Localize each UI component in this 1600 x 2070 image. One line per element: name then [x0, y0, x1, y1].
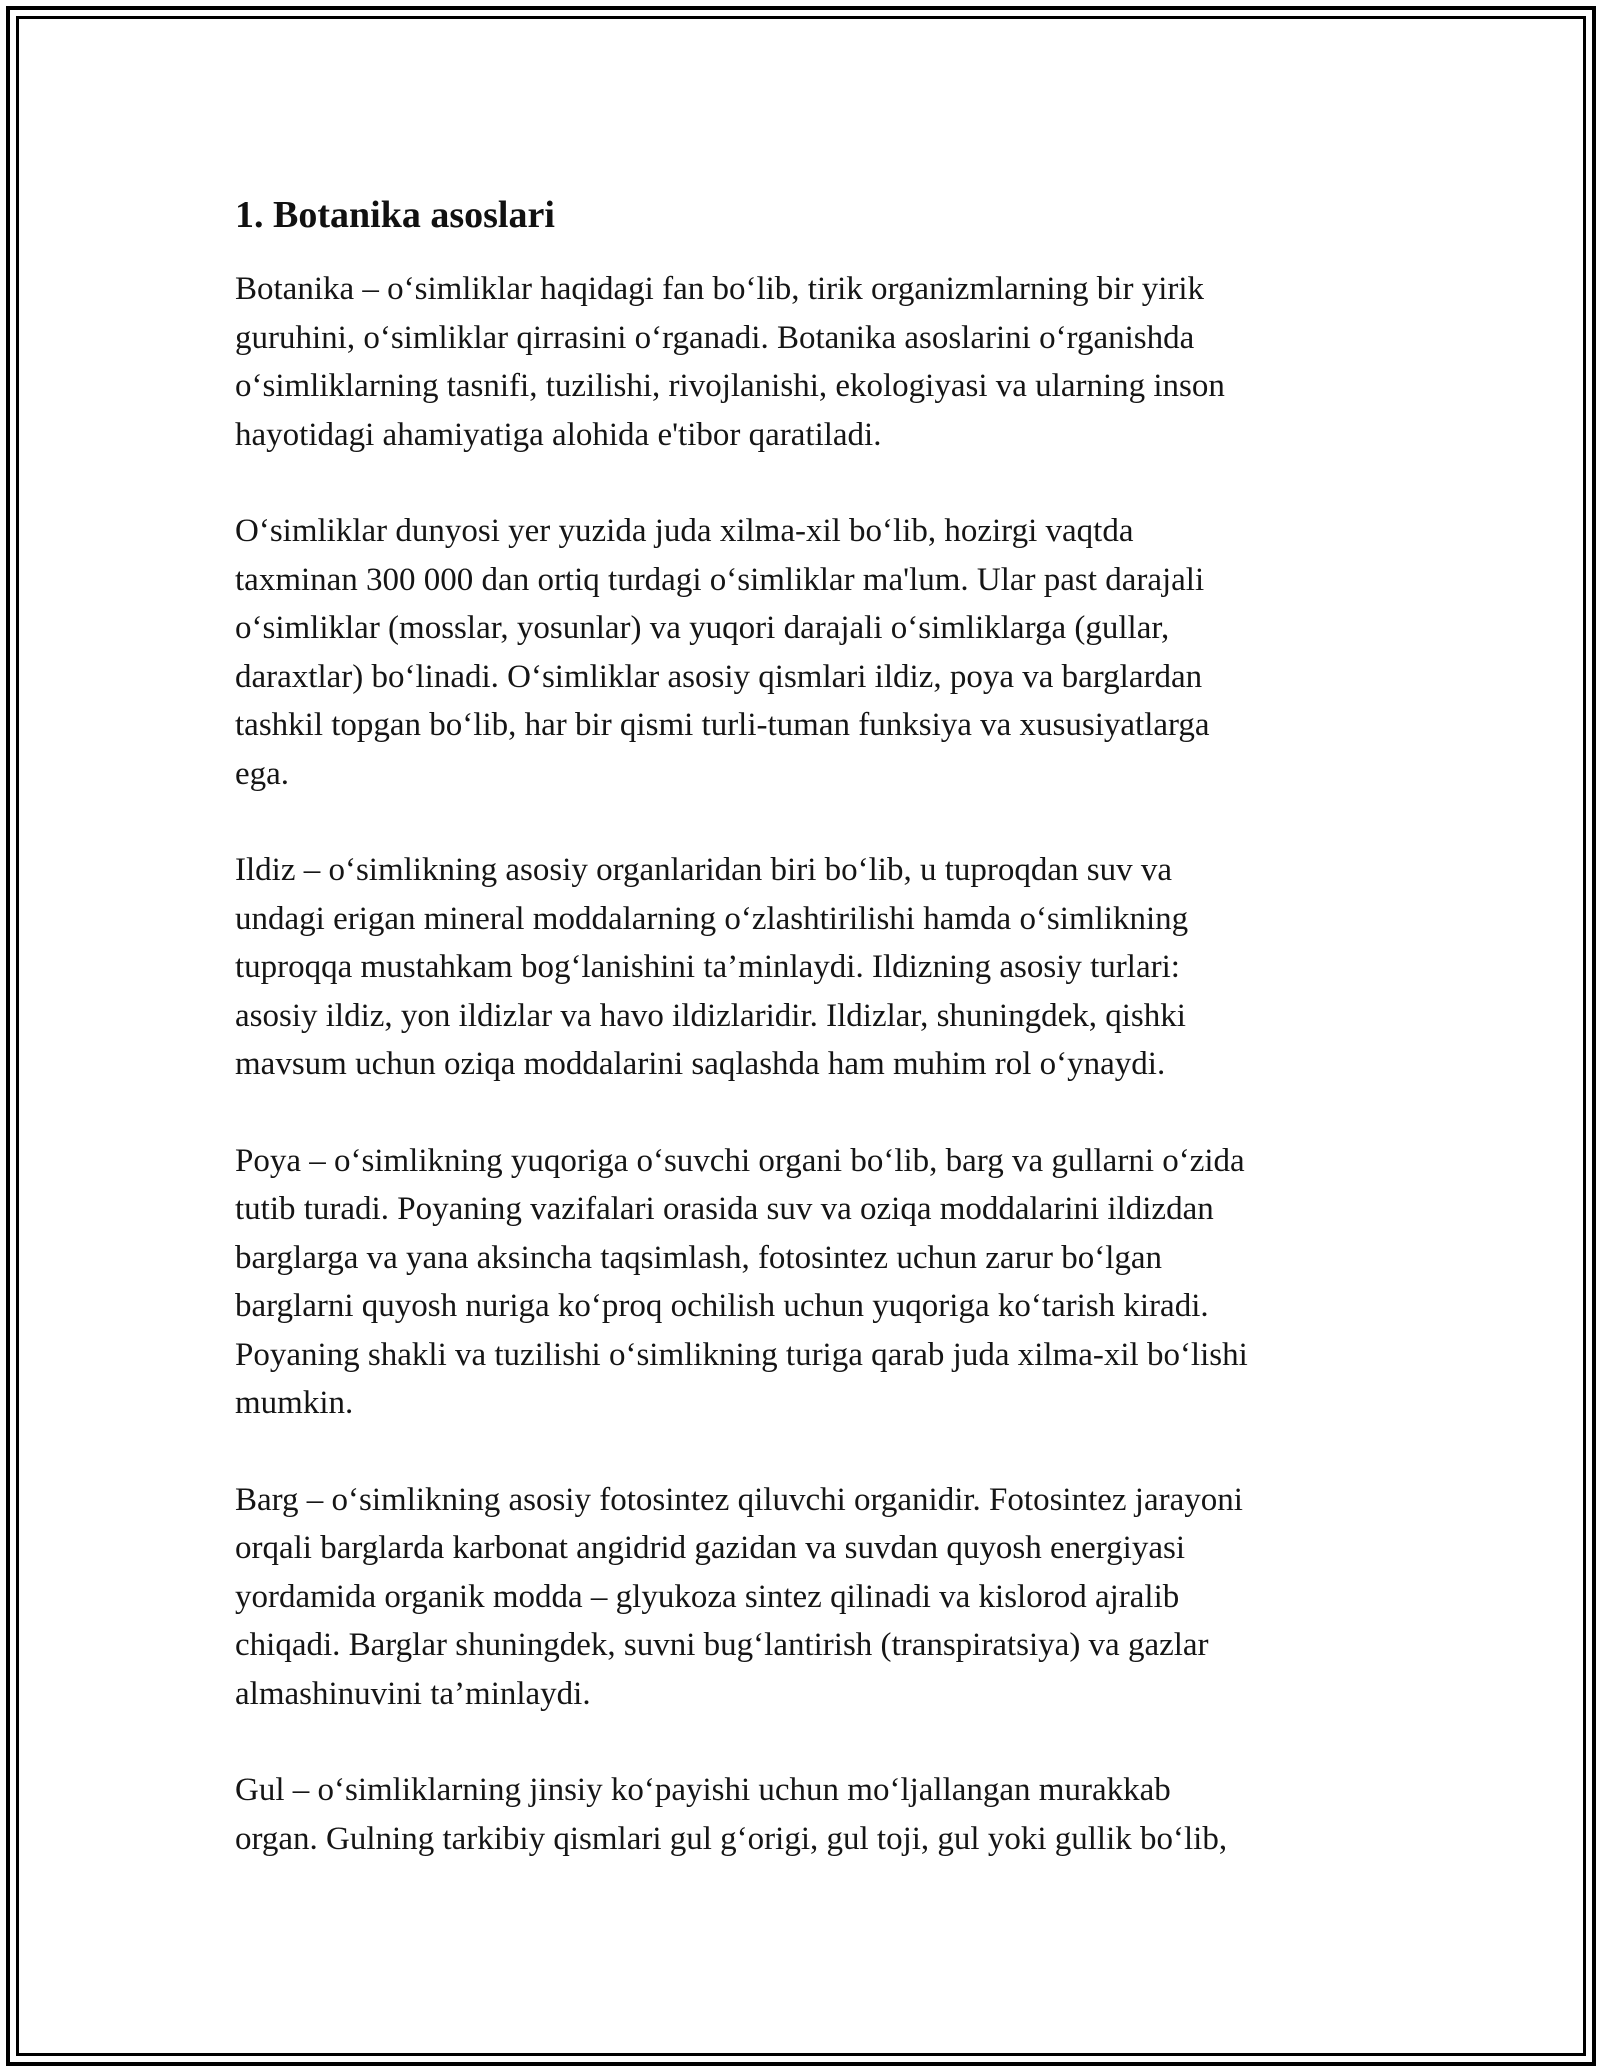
paragraph-line: orqali barglarda karbonat angidrid gazidan va suvdan quyosh energiyasi — [235, 1530, 1185, 1566]
paragraph — [235, 1766, 1365, 1863]
paragraph — [235, 1137, 1365, 1428]
paragraph — [235, 265, 1365, 459]
paragraph-line: tuproqqa mustahkam bog‘lanishini ta’minlaydi. Ildizning asosiy turlari: — [235, 949, 1180, 985]
paragraph-line: chiqadi. Barglar shuningdek, suvni bug‘lantirish (transpiratsiya) va gazlar — [235, 1627, 1209, 1663]
paragraph-line: o‘simliklarning tasnifi, tuzilishi, rivojlanishi, ekologiyasi va ularning inson — [235, 368, 1225, 404]
paragraph-line: taxminan 300 000 dan ortiq turdagi o‘simliklar ma'lum. Ular past darajali — [235, 561, 1205, 598]
paragraph-line: mavsum uchun oziqa moddalarini saqlashda ham muhim rol o‘ynaydi. — [235, 1046, 1166, 1082]
paragraph-line: organ. Gulning tarkibiy qismlari gul g‘origi, gul toji, gul yoki gullik bo‘lib, — [235, 1820, 1228, 1857]
paragraph-line: almashinuvini ta’minlaydi. — [235, 1675, 591, 1712]
section-heading: 1. Botanika asoslari — [235, 194, 555, 236]
paragraph-line: Ildiz – o‘simlikning asosiy organlaridan biri bo‘lib, u tuproqdan suv va — [235, 852, 1173, 888]
paragraph — [235, 846, 1365, 1089]
paragraph-line: asosiy ildiz, yon ildizlar va havo ildizlaridir. Ildizlar, shuningdek, qishki — [235, 997, 1186, 1034]
paragraph-line: barglarni quyosh nuriga ko‘proq ochilish uchun yuqoriga ko‘tarish kiradi. — [235, 1288, 1209, 1324]
paragraph-line: mumkin. — [235, 1385, 354, 1421]
paragraph-line: daraxtlar) bo‘linadi. O‘simliklar asosiy qismlari ildiz, poya va barglardan — [235, 658, 1203, 695]
paragraph-line: Poya – o‘simlikning yuqoriga o‘suvchi organi bo‘lib, barg va gullarni o‘zida — [235, 1142, 1245, 1179]
paragraph — [235, 507, 1365, 798]
paragraph-list — [235, 265, 1365, 1863]
paragraph-line: Barg – o‘simlikning asosiy fotosintez qiluvchi organidir. Fotosintez jarayoni — [235, 1481, 1243, 1518]
paragraph-line: Poyaning shakli va tuzilishi o‘simlikning turiga qarab juda xilma-xil bo‘lishi — [235, 1336, 1248, 1373]
paragraph-line: undagi erigan mineral moddalarning o‘zlashtirilishi hamda o‘simlikning — [235, 900, 1189, 937]
paragraph-line: Gul – o‘simliklarning jinsiy ko‘payishi uchun mo‘ljallangan murakkab — [235, 1772, 1171, 1808]
paragraph-line: tashkil topgan bo‘lib, har bir qismi turli-tuman funksiya va xususiyatlarga — [235, 707, 1210, 743]
paragraph — [235, 1476, 1365, 1719]
paragraph-line: ega. — [235, 755, 290, 792]
document-body — [235, 190, 1365, 1911]
paragraph-line: guruhini, o‘simliklar qirrasini o‘rganadi. Botanika asoslarini o‘rganishda — [235, 319, 1195, 356]
paragraph-line: O‘simliklar dunyosi yer yuzida juda xilma-xil bo‘lib, hozirgi vaqtda — [235, 513, 1134, 549]
paragraph-line: o‘simliklar (mosslar, yosunlar) va yuqori darajali o‘simliklarga (gullar, — [235, 610, 1170, 646]
paragraph-line: barglarga va yana aksincha taqsimlash, fotosintez uchun zarur bo‘lgan — [235, 1239, 1163, 1276]
paragraph-line: Botanika – o‘simliklar haqidagi fan bo‘lib, tirik organizmlarning bir yirik — [235, 271, 1205, 307]
paragraph-line: yordamida organik modda – glyukoza sintez qilinadi va kislorod ajralib — [235, 1578, 1180, 1615]
paragraph-line: hayotidagi ahamiyatiga alohida e'tibor qaratiladi. — [235, 416, 882, 453]
paragraph-line: tutib turadi. Poyaning vazifalari orasida suv va oziqa moddalarini ildizdan — [235, 1191, 1214, 1227]
